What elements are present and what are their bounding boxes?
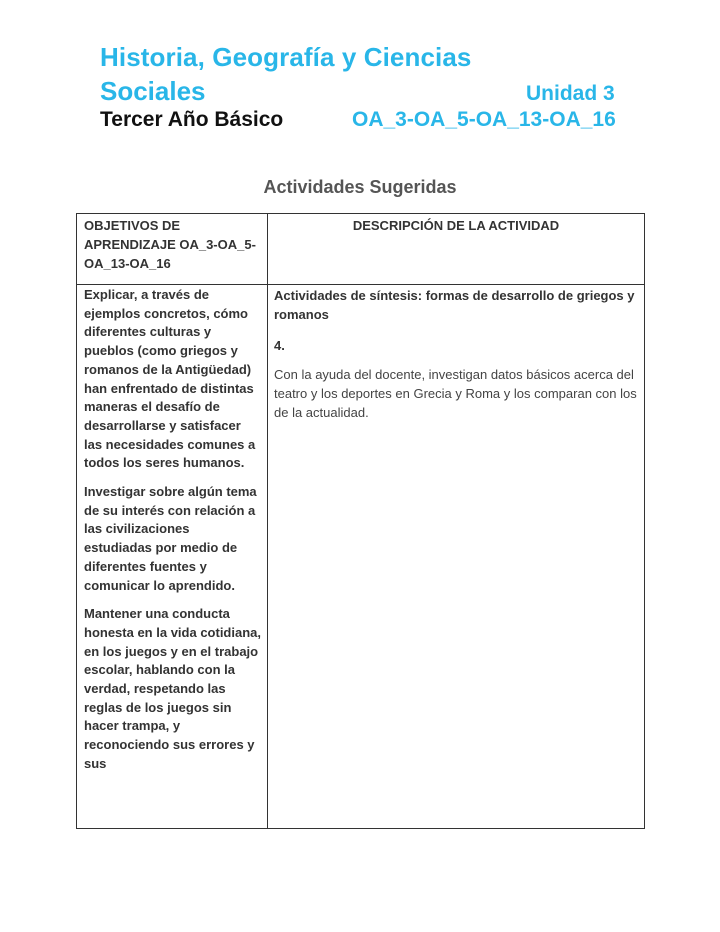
section-title: Actividades Sugeridas (263, 177, 457, 197)
header-description: DESCRIPCIÓN DE LA ACTIVIDAD (268, 214, 645, 285)
activity-description: Con la ayuda del docente, investigan datos básicos acerca del teatro y los deportes en Grecia y Roma y los comparan con los de la actualidad. (274, 367, 637, 420)
objective-paragraph: Investigar sobre algún tema de su interés con relación a las civilizaciones estudiadas por medio de diferentes fuentes y comunicar lo aprendido. (84, 484, 257, 593)
objective-paragraph: Mantener una conducta honesta en la vida cotidiana, en los juegos y en el trabajo escolar, hablando con la verdad, respetando las reglas de los juegos sin hacer trampa, y reconociendo sus errores y sus (84, 606, 261, 771)
activities-table (76, 213, 645, 829)
header-objectives: OBJETIVOS DE APRENDIZAJE OA_3-OA_5-OA_13-OA_16 (77, 214, 268, 285)
activity-title: Actividades de síntesis: formas de desarrollo de griegos y romanos (274, 288, 635, 322)
subject-title-line2: Sociales (100, 76, 206, 106)
activity-cell (268, 285, 645, 829)
objectives-cell (77, 285, 268, 829)
unit-label: Unidad 3 (526, 82, 615, 105)
objective-codes: OA_3-OA_5-OA_13-OA_16 (352, 108, 616, 131)
table-row (77, 285, 645, 829)
subject-title-line1: Historia, Geografía y Ciencias (100, 42, 472, 72)
objective-paragraph: Explicar, a través de ejemplos concretos, cómo diferentes culturas y pueblos (como griegos y romanos de la Antigüedad) han enfrentado de distintas maneras el desafío de desarrollarse y satisfacer las necesidades comunes a todos los seres humanos. (84, 287, 256, 471)
table-header-row (77, 214, 645, 285)
activity-number: 4. (274, 338, 285, 353)
grade-label: Tercer Año Básico (100, 108, 284, 131)
